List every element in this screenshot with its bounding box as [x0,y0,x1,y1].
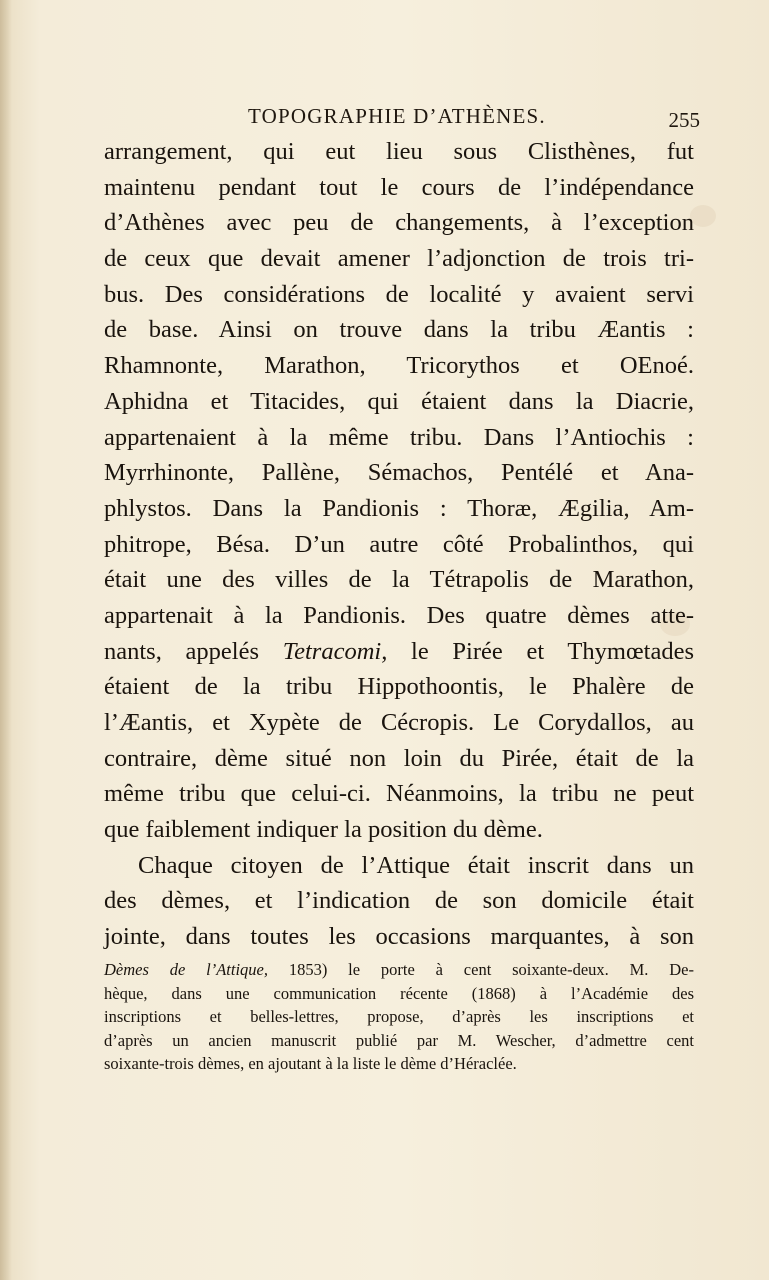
running-head [248,100,700,130]
text-line [104,634,694,670]
text-line: appartenait à la Pandionis. Des quatre dèmes atte- [104,601,694,629]
footnote-line: soixante-trois dèmes, en ajoutant à la liste le dème d’Héraclée. [104,1054,517,1073]
text-line: phlystos. Dans la Pandionis : Thoræ, Ægilia, Am- [104,494,694,522]
body-text [104,134,694,955]
text-line: Rhamnonte, Marathon, Tricorythos et OEnoé. [104,352,694,380]
text-line: d’Athènes avec peu de changements, à l’exception [104,209,694,237]
text-line: Myrrhinonte, Pallène, Sémachos, Pentélé et Ana- [104,459,694,487]
text-line: l’Æantis, et Xypète de Cécropis. Le Corydallos, au [104,709,694,736]
text-line: que faiblement indiquer la position du dème. [104,816,543,844]
footnote-fragment: 1853) le porte à cent soixante-deux. M. De- [268,960,694,979]
running-title: TOPOGRAPHIE D’ATHÈNES. [248,104,546,128]
text-fragment: nants, appelés [104,637,283,665]
text-line: était une des villes de la Tétrapolis de Marathon, [104,566,694,594]
paragraph-start-line: Chaque citoyen de l’Attique était inscrit dans un [138,851,694,879]
text-line: étaient de la tribu Hippothoontis, le Phalère de [104,673,694,701]
text-line: maintenu pendant tout le cours de l’indépendance [104,173,694,201]
text-line: bus. Des considérations de localité y avaient servi [104,280,694,308]
footnote-line: hèque, dans une communication récente (1868) à l’Académie des [104,983,694,1003]
footnote-line: d’après un ancien manuscrit publié par M. Wescher, d’admettre cent [104,1030,694,1050]
footnote [104,958,694,1076]
text-line: des dèmes, et l’indication de son domicile était [104,887,694,915]
text-line: arrangement, qui eut lieu sous Clisthènes, fut [104,138,694,165]
text-line: Aphidna et Titacides, qui étaient dans la Diacrie, [104,387,694,415]
text-line: même tribu que celui-ci. Néanmoins, la tribu ne peut [104,780,694,808]
footnote-title: Dèmes de l’Attique, [104,960,268,979]
italic-term: Tetracomi, [282,637,388,665]
page-binding-shadow [0,0,12,1280]
text-line: appartenaient à la même tribu. Dans l’Antiochis : [104,423,694,451]
text-line: phitrope, Bésa. D’un autre côté Probalinthos, qui [104,530,694,558]
text-line: de base. Ainsi on trouve dans la tribu Æantis : [104,316,694,344]
footnote-line: inscriptions et belles-lettres, propose, d’après les inscriptions et [104,1007,694,1026]
page-number: 255 [668,108,700,132]
text-line: contraire, dème situé non loin du Pirée, était de la [104,744,694,772]
text-line: de ceux que devait amener l’adjonction de trois tri- [104,245,694,273]
footnote-line [104,958,694,982]
text-fragment: le Pirée et Thymœtades [387,637,694,665]
text-line: jointe, dans toutes les occasions marquantes, à son [104,923,694,951]
